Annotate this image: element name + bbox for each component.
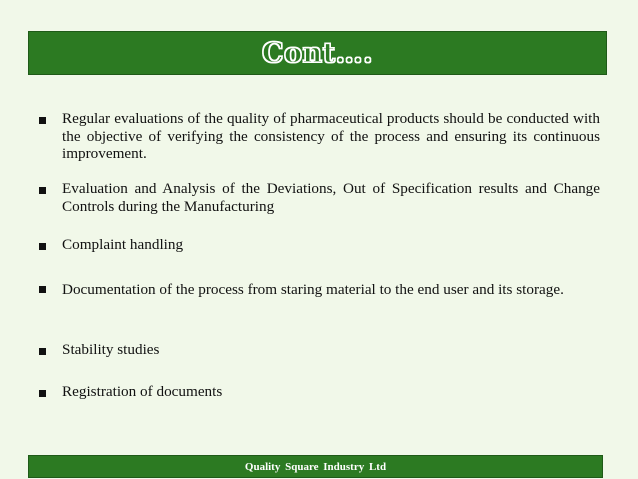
bullet-text: Regular evaluations of the quality of pharmaceutical products should be conducted with the objective of verifying the consistency of the process and ensuring its continuous improvement.: [62, 110, 600, 162]
bullet-item-5: [34, 341, 600, 362]
title-bar: [28, 31, 607, 75]
bullet-item-2: [34, 180, 600, 215]
square-bullet-icon: [34, 110, 62, 131]
bullet-text: Complaint handling: [62, 236, 184, 253]
square-bullet-icon: [34, 341, 62, 362]
square-bullet-icon: [34, 383, 62, 404]
square-bullet-icon: [34, 279, 62, 300]
bullet-item-1: [34, 110, 600, 163]
slide-title: Cont….: [262, 37, 373, 69]
square-bullet-icon: [34, 180, 62, 201]
square-bullet-icon: [34, 236, 62, 257]
bullet-item-4: [34, 279, 600, 300]
footer-bar: [28, 455, 603, 478]
bullet-item-6: [34, 383, 600, 404]
footer-company-name: Quality Square Industry Ltd: [244, 460, 387, 473]
bullet-text: Evaluation and Analysis of the Deviations, Out of Specification results and Change Controls during the Manufacturing: [62, 180, 600, 215]
bullet-text: Stability studies: [62, 341, 160, 358]
bullet-text: Registration of documents: [62, 383, 223, 400]
bullet-text: Documentation of the process from staring material to the end user and its storage.: [62, 281, 564, 298]
bullet-item-3: [34, 236, 600, 257]
